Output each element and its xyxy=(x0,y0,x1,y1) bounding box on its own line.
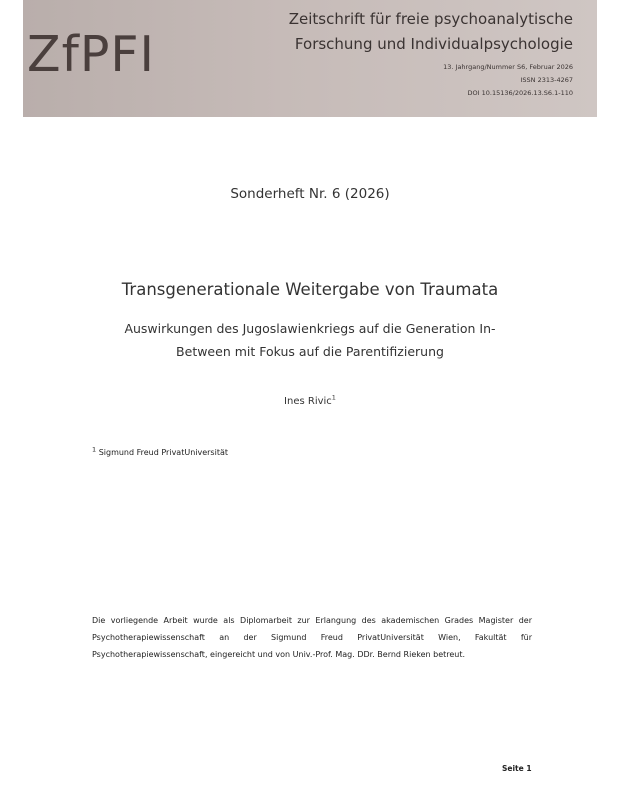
issn: ISSN 2313-4267 xyxy=(520,76,573,84)
journal-logo: ZfPFI xyxy=(27,26,156,83)
issue-info: 13. Jahrgang/Nummer S6, Februar 2026 xyxy=(443,63,573,71)
author xyxy=(0,393,620,407)
journal-header xyxy=(23,0,597,117)
author-name: Ines Rivic xyxy=(284,396,332,407)
author-footnote-mark: 1 xyxy=(331,393,336,402)
thesis-note: Die vorliegende Arbeit wurde als Diplomarbeit zur Erlangung des akademischen Grades Magister der Psychotherapiewissenschaft an der Sigmund Freud PrivatUniversität Wien, Fakultät für Psychotherapiewissenschaft, eingereicht und von Univ.-Prof. Mag. DDr. Bernd Rieken betreut. xyxy=(92,616,532,659)
paper-title: Transgenerationale Weitergabe von Traumata xyxy=(121,280,499,299)
affiliation-mark: 1 xyxy=(92,445,97,454)
journal-title-line1: Zeitschrift für freie psychoanalytische xyxy=(288,10,573,28)
special-issue-label: Sonderheft Nr. 6 (2026) xyxy=(230,186,390,202)
paper-subtitle: Auswirkungen des Jugoslawienkriegs auf die Generation In-Between mit Fokus auf die Parentifizierung xyxy=(124,321,496,359)
affiliation xyxy=(92,445,228,457)
journal-title-line2: Forschung und Individualpsychologie xyxy=(294,35,573,53)
page-number: Seite 1 xyxy=(502,764,532,773)
doi: DOI 10.15136/2026.13.S6.1-110 xyxy=(467,89,573,97)
affiliation-text: Sigmund Freud PrivatUniversität xyxy=(98,448,228,457)
